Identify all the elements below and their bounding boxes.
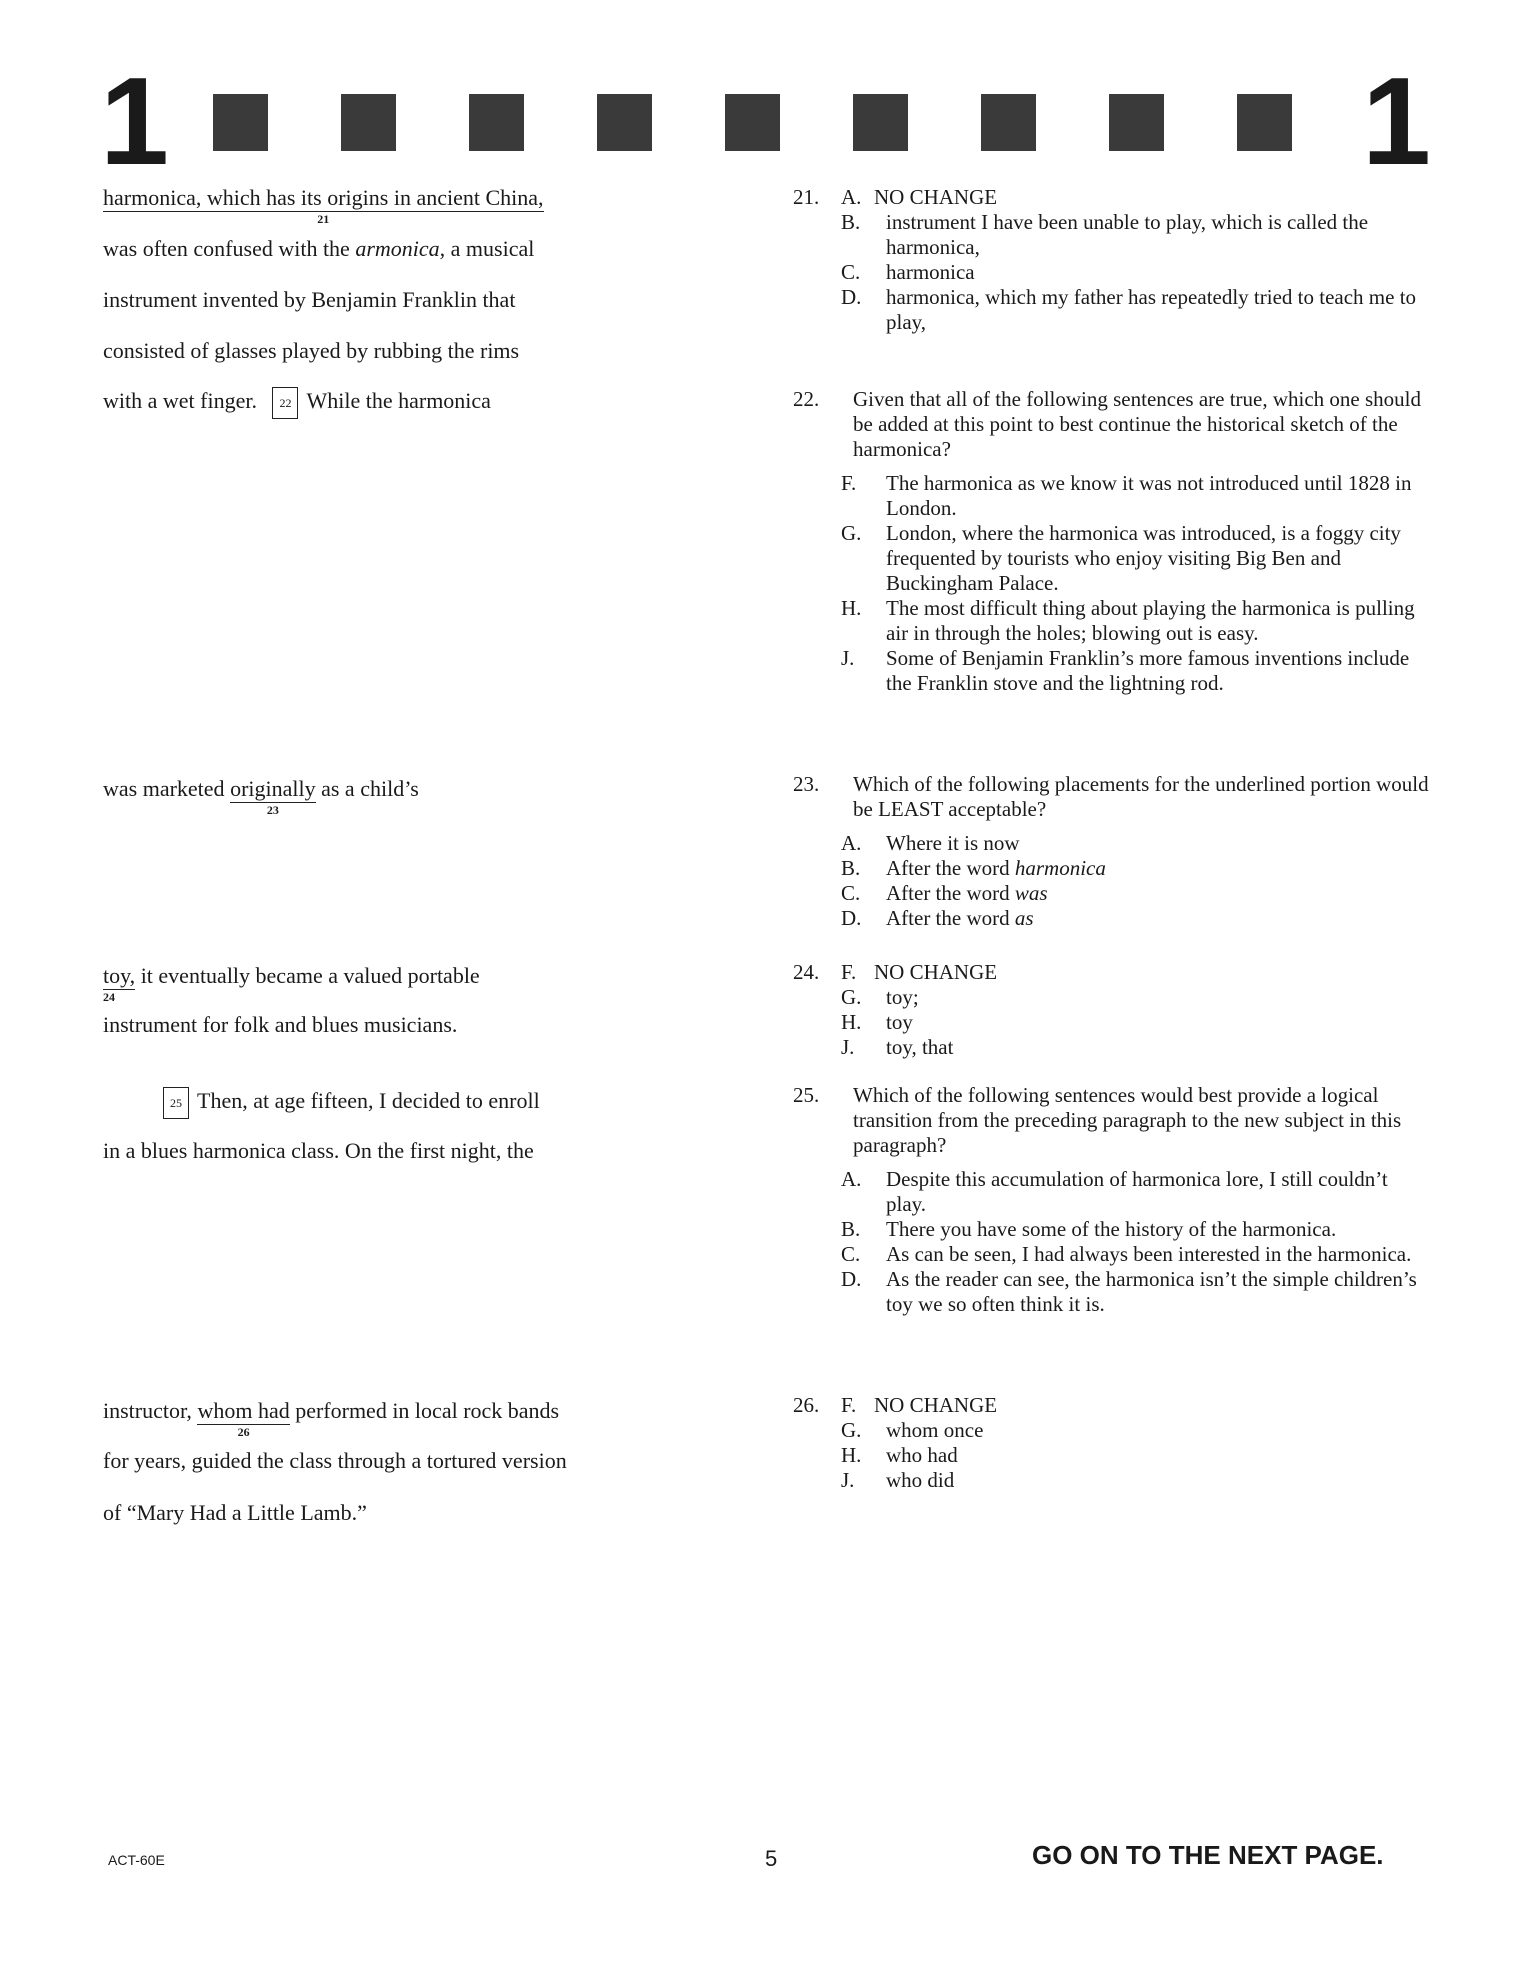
option-b[interactable]: B. After the word harmonica xyxy=(841,856,1106,880)
option-c[interactable]: C. harmonica xyxy=(841,260,975,284)
passage-line xyxy=(103,185,544,226)
passage-line: was often confused with the armonica, a musical xyxy=(103,236,535,261)
underlined-portion-21: harmonica, which has its origins in ancient China, 21 xyxy=(103,185,544,226)
passage-line: of “Mary Had a Little Lamb.” xyxy=(103,1500,367,1525)
header-square xyxy=(725,94,780,151)
passage-line: for years, guided the class through a tortured version xyxy=(103,1448,567,1473)
option-j[interactable]: J. Some of Benjamin Franklin’s more famous inventions include the Franklin stove and the lightning rod. xyxy=(841,646,1410,695)
question-stem: Given that all of the following sentences are true, which one should be added at this point to best continue the historical sketch of the harmonica? xyxy=(853,387,1422,461)
option-f[interactable]: F. The harmonica as we know it was not introduced until 1828 in London. xyxy=(841,471,1412,520)
passage-line: consisted of glasses played by rubbing the rims xyxy=(103,338,520,363)
next-page-notice: GO ON TO THE NEXT PAGE. xyxy=(1032,1840,1384,1870)
option-letter: A. xyxy=(841,185,862,209)
page-number: 5 xyxy=(765,1846,778,1871)
question-21 xyxy=(793,185,1433,335)
option-d[interactable]: D. harmonica, which my father has repeatedly tried to teach me to play, xyxy=(841,285,1417,334)
passage-line: instrument for folk and blues musicians. xyxy=(103,1012,458,1037)
underlined-portion-23: originally 23 xyxy=(230,776,316,817)
option-j[interactable]: J. who did xyxy=(841,1468,955,1492)
option-h[interactable]: H. toy xyxy=(841,1010,913,1034)
question-25 xyxy=(793,1083,1433,1317)
option-text[interactable]: NO CHANGE xyxy=(874,960,998,984)
form-code: ACT-60E xyxy=(108,1852,165,1868)
option-a[interactable]: A. Despite this accumulation of harmonica lore, I still couldn’t play. xyxy=(841,1167,1388,1216)
underlined-portion-26: whom had 26 xyxy=(197,1398,290,1439)
question-box-25: 25 xyxy=(163,1087,189,1119)
section-number-left: 1 xyxy=(100,53,169,191)
passage-line: in a blues harmonica class. On the first night, the xyxy=(103,1138,534,1163)
armonica-term: armonica, xyxy=(355,236,446,261)
header-square xyxy=(853,94,908,151)
question-number: 25. xyxy=(793,1083,820,1107)
passage-line: instructor, whom had 26 performed in local rock bands xyxy=(103,1398,560,1439)
question-ref-number: 24 xyxy=(103,990,115,1004)
option-b[interactable]: B. There you have some of the history of the harmonica. xyxy=(841,1217,1337,1241)
option-d[interactable]: D. As the reader can see, the harmonica isn’t the simple children’s toy we so often think it is. xyxy=(841,1267,1417,1316)
option-a[interactable]: A. Where it is now xyxy=(841,831,1020,855)
question-26 xyxy=(793,1393,1433,1493)
passage-line: was marketed originally 23 as a child’s xyxy=(103,776,419,817)
header-square xyxy=(213,94,268,151)
passage-line: with a wet finger. 22 While the harmonica xyxy=(103,387,491,419)
question-23 xyxy=(793,772,1433,931)
header-square xyxy=(1237,94,1292,151)
option-c[interactable]: C. After the word was xyxy=(841,881,1048,905)
question-number: 24. xyxy=(793,960,820,984)
question-number: 23. xyxy=(793,772,820,796)
question-number: 22. xyxy=(793,387,820,411)
option-h[interactable]: H. The most difficult thing about playing the harmonica is pulling air in through the holes; blowing out is easy. xyxy=(841,596,1415,645)
question-stem: Which of the following placements for the underlined portion would be LEAST acceptable? xyxy=(853,772,1429,821)
option-g[interactable]: G. London, where the harmonica was introduced, is a foggy city frequented by tourists who enjoy visiting Big Ben and Buckingham Palace. xyxy=(841,521,1401,595)
section-number-right: 1 xyxy=(1362,53,1431,191)
passage-line: toy, 24 it eventually became a valued portable xyxy=(103,963,480,1004)
header-square xyxy=(341,94,396,151)
passage-line: instrument invented by Benjamin Franklin that xyxy=(103,287,516,312)
header-square xyxy=(469,94,524,151)
question-ref-number: 26 xyxy=(237,1425,250,1439)
passage-line: 25 Then, at age fifteen, I decided to enroll xyxy=(163,1087,540,1119)
option-d[interactable]: D. After the word as xyxy=(841,906,1034,930)
option-b[interactable]: B. instrument I have been unable to play, which is called the harmonica, xyxy=(841,210,1369,259)
question-stem: Which of the following sentences would best provide a logical transition from the preceding paragraph to the new subject in this paragraph? xyxy=(853,1083,1402,1157)
header-square xyxy=(1109,94,1164,151)
header-square xyxy=(981,94,1036,151)
option-g[interactable]: G. toy; xyxy=(841,985,919,1009)
header-square xyxy=(597,94,652,151)
option-letter: F. xyxy=(841,960,857,984)
option-text[interactable]: NO CHANGE xyxy=(874,1393,998,1417)
underlined-portion-24: toy, 24 xyxy=(103,963,136,1004)
option-letter: F. xyxy=(841,1393,857,1417)
question-24 xyxy=(793,960,1433,1060)
option-h[interactable]: H. who had xyxy=(841,1443,958,1467)
question-ref-number: 23 xyxy=(266,803,279,817)
option-j[interactable]: J. toy, that xyxy=(841,1035,954,1059)
question-number: 21. xyxy=(793,185,820,209)
question-ref-number: 21 xyxy=(317,212,330,226)
question-number: 26. xyxy=(793,1393,820,1417)
question-box-22: 22 xyxy=(272,387,298,419)
option-g[interactable]: G. whom once xyxy=(841,1418,984,1442)
question-22 xyxy=(793,387,1433,696)
option-text[interactable]: NO CHANGE xyxy=(874,185,998,209)
option-c[interactable]: C. As can be seen, I had always been interested in the harmonica. xyxy=(841,1242,1412,1266)
